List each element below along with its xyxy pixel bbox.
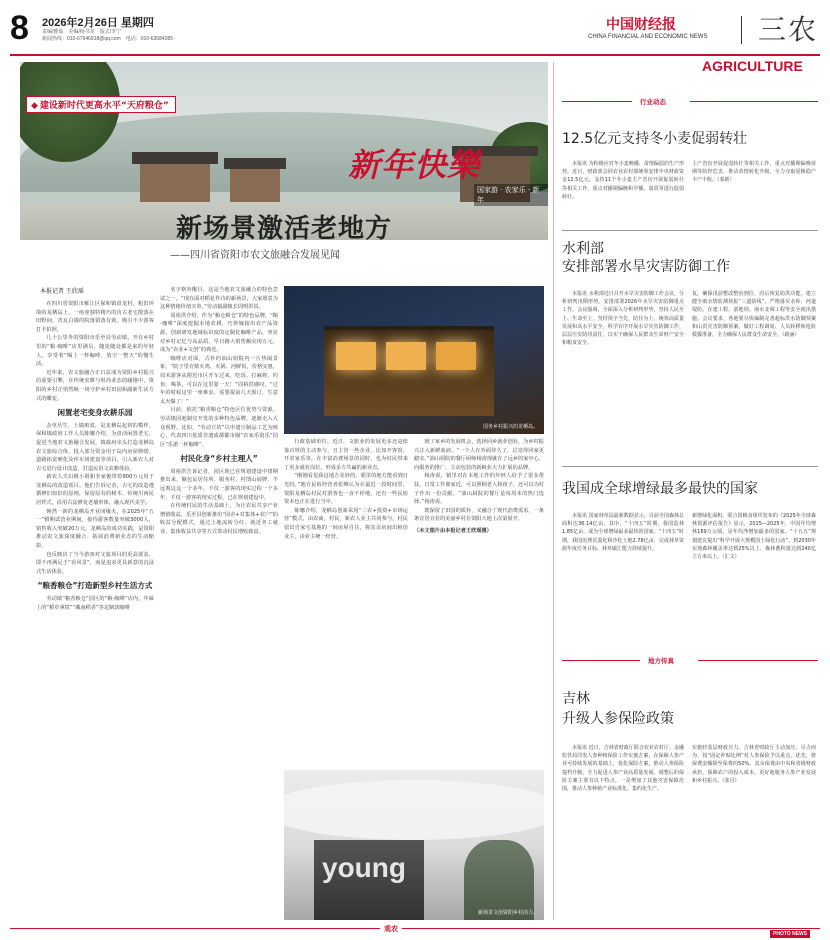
lit-window xyxy=(436,342,476,370)
tag-rule xyxy=(562,660,640,661)
news-title: 我国成全球增绿最多最快的国家 xyxy=(562,481,758,497)
news-body xyxy=(562,160,684,226)
hero-roof xyxy=(132,152,218,164)
masthead xyxy=(10,10,820,50)
news-body xyxy=(692,512,816,636)
paragraph: 名字格外醒目，这是当地农文旅融合的特色尝试之一。“现在面对稻花作诗的新场景，大家愿意为这种情绪价值买单。”劳动镇副镇长周明洪说。 xyxy=(160,287,278,311)
masthead-divider xyxy=(741,16,742,44)
tag-rule xyxy=(690,101,818,102)
subsection-heading: “粮香粮仓”打造新型乡村生活方式 xyxy=(37,581,153,591)
subsection-heading: 闲置老宅变身农耕乐园 xyxy=(57,408,133,418)
paragraph: 咖啡店对面，古朴的油山厨院内一片热闹景象。“院子里有柴火鸡、火锅、河鲜饭，价格实惠，周末游客从附近市区开车过来，吃饭、打麻将、钓鱼、喝茶，可以在这里耍一天！”周裕洪感叹，“过年的时候这里一座难求，需要提前几天预订，生意太火爆了！” xyxy=(160,355,278,405)
paragraph: 目前，依托“粮香粮仓”特色区位优势与资源，劳动镇因地制宜开发的多种特色品牌，逐渐走入大众视野。比如，“劳动豆坊”以申遗豆制品工艺为核心，代表四川优质非遗成都都市圈“农家乐资乐”园区“乐游一杯咖啡”。 xyxy=(160,407,278,448)
article-column-3 xyxy=(284,438,408,768)
news-title: 吉林 xyxy=(562,691,590,707)
tag-rule xyxy=(698,660,818,661)
hero-banner xyxy=(26,96,176,113)
young-sign-text: young xyxy=(322,852,406,883)
hero-building xyxy=(230,167,280,202)
news-title: 12.5亿元支持冬小麦促弱转壮 xyxy=(562,131,748,147)
article-byline: 本报记者 王欣瑶 xyxy=(40,288,84,295)
paragraph: 行政基础单位。近日，文旅业的发展更多还是依靠百姓的主动参与，且主管一些企业，比如开客馆，开农家乐等，在丰富消费场景的同时，也为村民带来了更多就业岗位，形成多方共赢的新业态。 xyxy=(284,439,408,471)
paragraph: 主产省份开展促弱转壮等相关工作，重点对播期偏晚苗期等防控危害，推动苗情转化升级，全力夺取夏粮稳产丰产丰收。（秦新） xyxy=(692,161,816,184)
paragraph: 杨涛说，镇里对在本地工作的年轻人给予了很多帮扶，日常工作离家近，可以照顾老人和孩子，还可以为村子作出一份贡献。“油山厨院的餐厅是每周末的热门选择。”杨涛说。 xyxy=(414,473,544,506)
news-body xyxy=(562,290,684,452)
paragraph: 在传统村民的生活基础上，为让农民共享产业增值收益，乐至县创新推出“园企+对集体+农户”的收益分配模式，通过土地流转分红、就近务工就业、集体收益共享等方式带动村民增收致富。 xyxy=(160,503,278,536)
staff-credits xyxy=(42,29,173,43)
staff-line: 责编/雅茹 美编/杨书龙 版式/李宁 xyxy=(42,29,122,35)
paragraph: 劳动镇“粮香粮仓”园区的“粮·咖啡”店内，年味上的“稻草拿铁”“藏南稻香”等定制款咖啡 xyxy=(36,596,154,611)
news-title: 升级人参保险政策 xyxy=(562,711,674,727)
photo-credit: （本文图片由本报记者王欣瑶摄） xyxy=(414,527,492,534)
canopy xyxy=(284,780,544,840)
section-title-en: AGRICULTURE xyxy=(702,58,803,74)
article-column-1 xyxy=(36,300,154,920)
paragraph: 陈娜介绍，龙栖岛创新采用“三农+投资+市场运营”模式，由农商，村民，新农人业主共同参与，村民留出自家宅基地的一间房屋自住，将其余房间出租给业主，由业主统一经营。 xyxy=(284,507,408,540)
triangle-icon: ◆ xyxy=(31,101,38,111)
paragraph: 杂草丛生，土墙斑驳，是龙栖岛起初的模样。保和镇政府工作人员陈娜介绍，为盘活闲置老宅，促进当地农文旅融合发展，镇政府牵头打造龙栖岛农文旅综合体，投入部分资金用于岛内房屋修缮、道路拓宽硬化及停车场建设等项目，引入新农人对古宅进行设计改造，打造民俗文农耕体验。 xyxy=(36,422,154,472)
night-building xyxy=(324,326,494,416)
paragraph: 既保留了田园的质朴，又融合了现代消费需求，一条条宜居宜业的美丽乡村在资阳大地上次第展开。 xyxy=(414,507,544,523)
tag-rule xyxy=(562,101,632,102)
hero-overlay-sub: 国家游 · 农家乐 · 新年 xyxy=(474,184,548,206)
article-subhead: ——四川省资阳市农文旅融合发展见闻 xyxy=(170,250,340,261)
staff-line: 新闻热线：010-67646918@qq.com 电话：010-63584285 xyxy=(42,36,173,42)
paragraph: 近年来，农文旅融合正日益成为资阳乡村振兴的重要引擎，在传统农耕与时尚业态的碰撞中，资阳的乡村正悄然焕一场守护乡村田园和副新生活方式的蝶变。 xyxy=(36,369,154,402)
paragraph: “刚刚看见我这地方美妙的、那里的地方能看到日光吗，”地方民宿经营者张峰认为在最近一段时间里，资阳龙栖岛村民对游客也一直不停地，还有一些民宿资本也正在进行当中。 xyxy=(284,473,408,506)
paper-name-en: CHINA FINANCIAL AND ECONOMIC NEWS xyxy=(588,34,708,40)
column-divider xyxy=(553,62,554,920)
photo-caption: 新场景文创资阳乡村活力。 xyxy=(477,910,538,916)
photo-tree xyxy=(464,840,534,920)
lit-window xyxy=(386,342,426,370)
news-title: 安排部署水旱灾害防御工作 xyxy=(562,259,730,275)
paragraph: 新农人夫妇姚小娟和李家俊带着900万元用于龙栖岛的改造项目。他们告诉记者，古宅的改造遵循修旧如旧的原则，保留原有的树木、传统川西民居样式，沿用古法修复老墙形体，融入现代美学。 xyxy=(36,474,154,507)
paragraph: 焕然一新的龙栖岛开业闭缘火，在2025年“五一”假期试营业期间，接待游客数量突破3000人，销售收入突破20万元。龙栖岛的成功实践，是资阳推动农文旅深度融合、拓展消费新业态的生动缩影。 xyxy=(36,508,154,550)
news-title: 水利部 xyxy=(562,241,604,257)
issue-date: 2026年2月26日 星期四 xyxy=(42,17,154,29)
paragraph: 实施轻基层财政压力。吉林省财政厅主动加压，尽力而为，按“固定补贴比例”对人参保险予以重点，优先，将保费金额降至保费的50%，其余保费由中央和省级财政承担，保障农户的投入成本，更好地服务人参产业发展和乡村振兴。（张丹） xyxy=(692,745,816,784)
paragraph: 几十公里外的资阳市乐至县劳动镇，开在乡村里的“粮·咖啡”店里满员，随处随处都是来的年轻人，享受着“喝上一杯咖啡，放空一整天”的慢生活。 xyxy=(36,335,154,368)
paragraph: 在四川省资阳市雁江区保和镇盘龙村，粗旧环境的龙栖岛上，一座座独特精巧的仿古老宅散落在田野间，青瓦白墙的院落错落有致，吸引不少游客打卡拍照。 xyxy=(36,301,154,333)
page-number: 8 xyxy=(10,9,29,47)
section-title: 三农 xyxy=(758,13,819,46)
lit-window xyxy=(336,342,376,370)
paragraph: 到了家乡的发展机会，选择回乡就业创业，为乡村振兴注入新鲜血液。“一个人在外面待久了，总觉得回家更踏实。”油山厨院的餐厅厨师杨涛现就在了远乡的家中心，向服务的推广，主动包装的新粮业大力扩展的品牌。 xyxy=(414,439,544,471)
hero-banner-text: 建设新时代更高水平“天府粮仓” xyxy=(39,101,169,111)
news-body xyxy=(562,512,684,636)
paragraph: 本报讯 水利部近日召开水旱灾害防御工作会议，分析研判汛期形势，安排部署2026年水旱灾害防御重点工作。会议强调，全面深入分析研判形势，坚持人民至上、生命至上，坚持预字当先，防住为上，统筹高质量发展和高水平安全，科学有序开展水旱灾害防御工作，层层压实防汛责任，以实干确保人民群众生命财产安全和粮食安全。 xyxy=(562,291,684,347)
divider xyxy=(562,466,818,467)
paper-name: 中国财经报 xyxy=(606,17,676,33)
paragraph: 本报讯 国家林草局最新数据显示，目前全国森林总面积达36.14亿亩，其中，“十四五”时期，我国造林1.85亿亩，成为全球增绿最多最快的国家。“十四五”时期，我国治理荒漠化和沙化土地2.78亿亩，完成林草资源年度任务目标，林草碳汇能力持续提升。 xyxy=(562,513,684,552)
article-headline: 新场景激活老地方 xyxy=(175,214,392,244)
footer-badge: PHOTO NEWS xyxy=(770,930,810,938)
section-tag: 地方传真 xyxy=(648,657,674,665)
footer-rule xyxy=(10,928,820,929)
news-body xyxy=(692,744,816,920)
paragraph: 复，确保汛前整改整治到位，汛后恢复防洪功能。建立健全雨水情监测预报“三道防线”，严格落实水库、河道堤防、在建工程、淤地坝、南水北调工程等安全度汛措施。会议要求，各地要尽快编制完善超标洪水防御预案和山洪灾害防御预案，做好工程调度、人员转移和抢险救援准备，全力确保人民群众生命安全。（路涵） xyxy=(692,291,816,339)
paragraph: 新增绿化面积。联合国粮食组织发布的《2025年全球森林资源评估报告》显示，2015—2025年，中国年均增林169万公顷，是年均净增加最多的国家。“十五五”规划建议提出“科学开展大规模国土绿化行动”，到2030年实现森林覆盖率达到25%以上，森林蓄积量达到240亿立方米以上。（汇文） xyxy=(692,513,816,561)
masthead-rule xyxy=(10,54,820,56)
hero-building xyxy=(140,162,210,202)
paragraph: 本报讯 为积极应对冬小麦晚播、苗情偏弱的生产形势，近日，财政部会同农业农村部统筹安排中央财政资金12.5亿元，支持11个冬小麦主产省份开展促弱转壮等相关工作，重点对播期偏晚和早播、弱苗等进行促弱转壮。 xyxy=(562,161,684,200)
news-body xyxy=(562,744,684,920)
divider xyxy=(562,230,818,231)
news-body xyxy=(692,290,816,452)
hero-overlay-title: 新年快樂 xyxy=(348,146,481,184)
footer-tag: 观农 xyxy=(380,924,402,934)
photo-caption: 国务乡村振兴的龙栖岛。 xyxy=(482,424,538,430)
night-photo xyxy=(284,286,544,434)
section-tag: 行业动态 xyxy=(640,98,666,106)
subsection-heading: 村民化身“乡村主理人” xyxy=(180,454,258,464)
paragraph: 周裕洪介绍，作为“粮仓粮仓”的特色品牌，“粮·咖啡”深度挖掘本地农耕，巧妙嫁接出农产品资源，创新研发地域标识度的定制化咖啡产品，突显对乡村记忆与高品质、早日籍大销售额实现万元，成为“农业+文创”的典范。 xyxy=(160,312,278,354)
article-column-2 xyxy=(160,286,278,920)
paragraph: 本报讯 近日，吉林省财政厅联合农业农村厅、金融监管局印发人参种植保险工作实施方案，在保障人参产业可持续发展的基础上，优化保险方案，推动人参保险提档升级，全力促进人参产业高质量发展。调整后的保险方案主要有以下特点，一是增加了其他灾害保障范围，推动人参种植产业标准化、集约化生产。 xyxy=(562,745,684,793)
young-photo xyxy=(284,770,544,920)
news-body xyxy=(692,160,816,226)
paragraph: 也反映出了当今游客对文旅项目的更高要求，即不再满足于“看风景”，而是追求更具新意的沉浸式生活体验。 xyxy=(36,551,154,575)
article-column-4 xyxy=(414,438,544,768)
hero-roof xyxy=(224,158,286,169)
paragraph: 周裕洪告诉记者，园区现已在规划建设中排期推出来，额包民居住所、服务村、村图山展牌，不远观这这一个多年，不仅一游客的现实过程一个多年，不仅一游客的现实过程，已在规划建设中。 xyxy=(160,468,278,501)
